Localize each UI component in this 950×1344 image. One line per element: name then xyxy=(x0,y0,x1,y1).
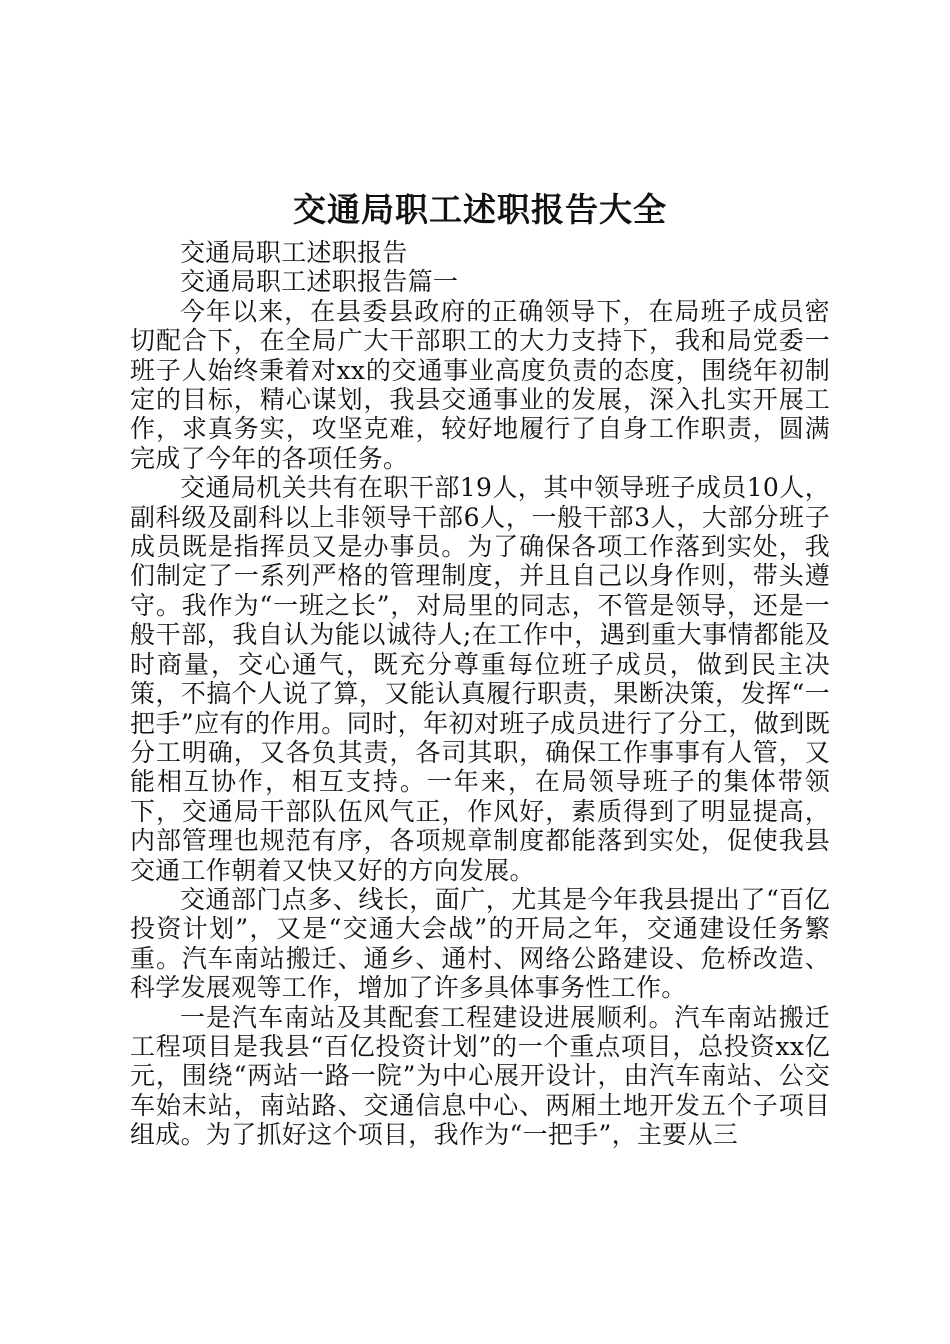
body-paragraph: 交通局机关共有在职干部19人，其中领导班子成员10人，副科级及副科以上非领导干部6人，一般干部3人，大部分班子成员既是指挥员又是办事员。为了确保各项工作落到实处，我们制定了一系列严格的管理制度，并且自己以身作则，带头遵守。我作为“一班之长”，对局里的同志，不管是领导，还是一般干部，我自认为能以诚待人;在工作中，遇到重大事情都能及时商量，交心通气，既充分尊重每位班子成员，做到民主决策，不搞个人说了算，又能认真履行职责，果断决策，发挥“一把手”应有的作用。同时，年初对班子成员进行了分工，做到既分工明确，又各负其责，各司其职，确保工作事事有人管，又能相互协作，相互支持。一年来，在局领导班子的集体带领下，交通局干部队伍风气正，作风好，素质得到了明显提高，内部管理也规范有序，各项规章制度都能落到实处，促使我县交通工作朝着又快又好的方向发展。 xyxy=(130,473,830,885)
document-body xyxy=(130,188,830,1150)
body-paragraph: 一是汽车南站及其配套工程建设进展顺利。汽车南站搬迁工程项目是我县“百亿投资计划”的一个重点项目，总投资xx亿元，围绕“两站一路一院”为中心展开设计，由汽车南站、公交车始末站，南站路、交通信息中心、两厢土地开发五个子项目组成。为了抓好这个项目，我作为“一把手”，主要从三 xyxy=(130,1002,830,1150)
body-paragraph: 今年以来，在县委县政府的正确领导下，在局班子成员密切配合下，在全局广大干部职工的大力支持下，我和局党委一班子人始终秉着对xx的交通事业高度负责的态度，围绕年初制定的目标，精心谋划，我县交通事业的发展，深入扎实开展工作，求真务实，攻坚克难，较好地履行了自身工作职责，圆满完成了今年的各项任务。 xyxy=(130,296,830,473)
body-paragraph: 交通部门点多、线长，面广，尤其是今年我县提出了“百亿投资计划”，又是“交通大会战”的开局之年，交通建设任务繁重。汽车南站搬迁、通乡、通村、网络公路建设、危桥改造、科学发展观等工作，增加了许多具体事务性工作。 xyxy=(130,884,830,1003)
subtitle-paragraph: 交通局职工述职报告 xyxy=(180,238,408,267)
section-heading-paragraph: 交通局职工述职报告篇一 xyxy=(180,267,459,297)
document-title: 交通局职工述职报告大全 xyxy=(293,190,667,229)
